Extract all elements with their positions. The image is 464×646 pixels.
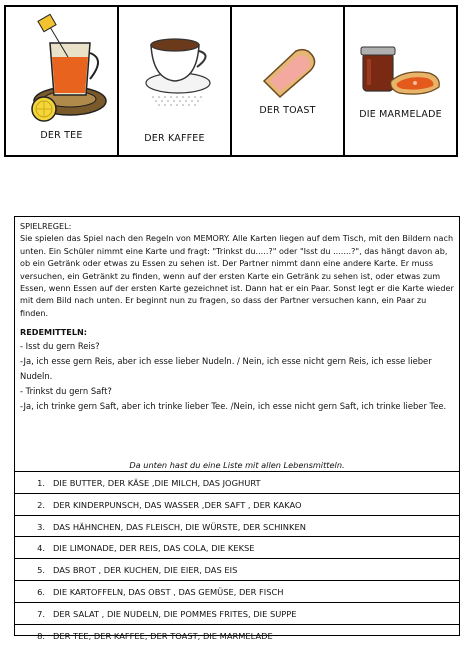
list-item [15, 472, 459, 494]
list-number: 6. [37, 586, 45, 597]
phrases-heading: REDEMITTELN: [20, 327, 87, 338]
list-text: DIE BUTTER, DER KÄSE ,DIE MILCH, DAS JOGHURT [53, 478, 261, 488]
food-list [15, 471, 459, 646]
card-label: DER TOAST [259, 105, 316, 116]
list-item [15, 559, 459, 581]
list-number: 8. [37, 630, 45, 641]
list-item [15, 603, 459, 625]
card-label: DER TEE [40, 130, 83, 141]
card-label: DER KAFFEE [144, 133, 205, 144]
dialog-line: -Ja, ich trinke gern Saft, aber ich trinke lieber Tee. /Nein, ich esse nicht gern Saft, ich trinke lieber Tee. [20, 401, 447, 412]
list-item [15, 581, 459, 603]
list-number: 2. [37, 499, 45, 510]
list-text: DER SALAT , DIE NUDELN, DIE POMMES FRITES, DIE SUPPE [53, 608, 297, 619]
rules-paragraph: Sie spielen das Spiel nach den Regeln von MEMORY. Alle Karten liegen auf dem Tisch, mit den Bildern nach unten. Ein Schüler nimmt eine Karte und fragt: "Trinkst du.....?" oder "Isst du .......?", das hängt davon ab, ob ein Getränk oder etwas zu Essen zu sehen ist. Der Partner nimmt dann eine andere Karte. Er muss versuchen, ein Getränkt zu finden, wenn auf der ersten Karte ein Getränk zu sehen ist, oder etwas zum Essen, wenn Essen auf der ersten Karte gezeichnet ist. Dann hat er ein Paar. Sonst legt er die Karte wieder mit dem Bild nach unten. Er beginnt nun zu fragen, so dass der Partner versuchen kann, ein Paar zu finden. [20, 233, 454, 318]
list-number: 1. [37, 478, 45, 488]
list-text: DAS HÄHNCHEN, DAS FLEISCH, DIE WÜRSTE, DER SCHINKEN [53, 521, 306, 532]
dialog-line: - Trinkst du gern Saft? [20, 385, 112, 396]
dialog-line: - Isst du gern Reis? [20, 340, 100, 351]
memory-cards [4, 5, 458, 157]
list-number: 7. [37, 608, 45, 619]
list-item [15, 625, 459, 646]
list-number: 4. [37, 543, 45, 554]
rules-text [20, 220, 454, 414]
list-number: 3. [37, 521, 45, 532]
list-text: DER KINDERPUNSCH, DAS WASSER ,DER SAFT , DER KAKAO [53, 499, 302, 510]
coffee-cup-icon [133, 27, 223, 117]
card-toast[interactable] [232, 7, 345, 155]
card-label: DIE MARMELADE [359, 109, 442, 120]
list-item [15, 494, 459, 516]
list-intro: Da unten hast du eine Liste mit allen Lebensmitteln. [129, 460, 345, 470]
dialog-block [20, 339, 454, 414]
list-item [15, 516, 459, 538]
dialog-line: -Ja, ich esse gern Reis, aber ich esse lieber Nudeln. / Nein, ich esse nicht gern Reis, ich esse lieber Nudeln. [20, 355, 432, 381]
card-jam[interactable] [345, 7, 456, 155]
list-text: DAS BROT , DER KUCHEN, DIE EIER, DAS EIS [53, 565, 238, 576]
list-item [15, 537, 459, 559]
rules-box [14, 216, 460, 641]
tea-glass-icon [20, 13, 110, 123]
rules-heading: SPIELREGEL: [20, 221, 72, 231]
card-coffee[interactable] [119, 7, 232, 155]
list-text: DIE KARTOFFELN, DAS OBST , DAS GEMÜSE, DER FISCH [53, 586, 284, 597]
card-tea[interactable] [6, 7, 119, 155]
list-text: DER TEE, DER KAFFEE, DER TOAST, DIE MARMELADE [53, 630, 273, 641]
jam-jar-icon [355, 43, 445, 113]
list-text: DIE LIMONADE, DER REIS, DAS COLA, DIE KEKSE [53, 543, 255, 554]
list-number: 5. [37, 565, 45, 576]
toast-icon [256, 43, 326, 103]
